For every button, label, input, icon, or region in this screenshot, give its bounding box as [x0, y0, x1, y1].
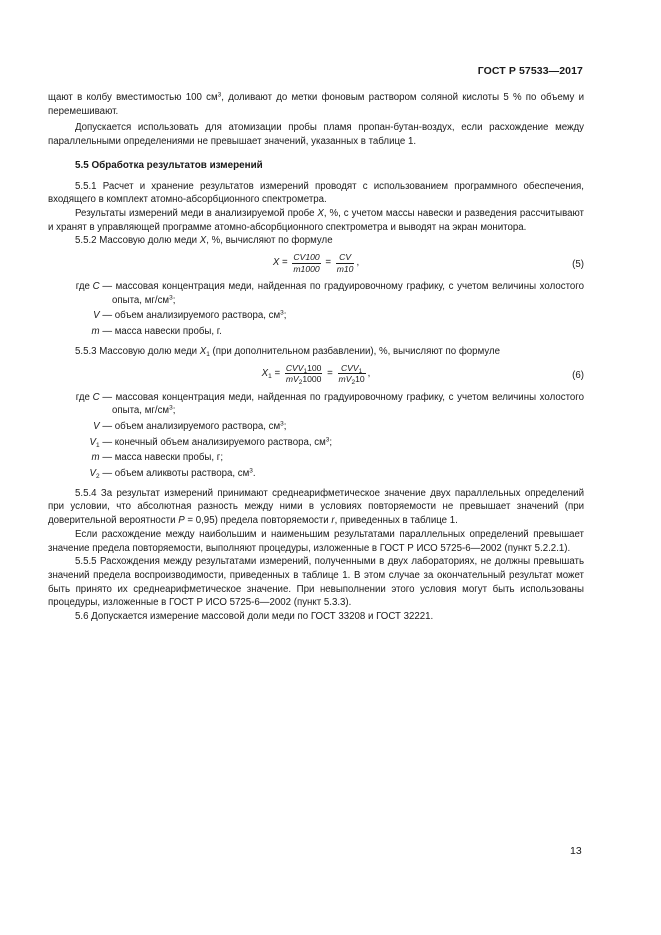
formula-6-number: (6) [572, 369, 584, 381]
legend-row: m — масса навески пробы, г. [91, 326, 222, 338]
paragraph-5-5-5: 5.5.5 Расхождения между результатами измерений, полученными в двух лабораториях, не должны превышать значений предела воспроизводимости, приведенных в таблице 1. В этом случае за окончательный результат может быть принято их среднеарифметическое значение. При невыполнении этого условия могут быть использованы процедуры, изложенные в ГОСТ Р ИСО 5725-6—2002 (пункт 5.3.3). [48, 556, 584, 609]
paragraph-discrepancy: Если расхождение между наибольшим и наименьшим результатами параллельных определений превышает значение предела повторяемости, выполняют процедуры, изложенные в ГОСТ Р ИСО 5725-6—2002 (пункт 5.2.2.1). [48, 528, 584, 554]
page-content [48, 91, 584, 624]
formula-5-fraction-2: $\frac{CV}{m10}$ [336, 252, 354, 274]
legend-row: где C — массовая концентрация меди, найденная по градуировочному графику, с учетом величины холостого опыта, $мг/см^3$; [75, 281, 584, 306]
legend-row: V — объем анализируемого раствора, $см^3$; [93, 420, 287, 432]
formula-6-fraction-2: $\frac{CVV_1}{mV_210}$ [338, 362, 365, 387]
paragraph-flame: Допускается использовать для атомизации пробы пламя пропан-бутан-воздух, если расхождение между параллельными определениями не превышает значений, указанных в таблице 1. [48, 122, 584, 148]
formula-6-fraction-1: $\frac{CVV_1100}{mV_21000}$ [285, 362, 322, 387]
standard-header: ГОСТ Р 57533—2017 [477, 65, 583, 77]
paragraph-5-5-3: 5.5.3 Массовую долю меди $X_1$ (при дополнительном разбавлении), %, вычисляют по формуле [75, 345, 501, 358]
paragraph-5-5-2: 5.5.2 Массовую долю меди X, %, вычисляют по формуле [75, 235, 333, 247]
legend-row: $V_1$ — конечный объем анализируемого раствора, $см^3$; [89, 436, 333, 449]
formula-5-fraction-1: $\frac{CV100}{m1000}$ [293, 252, 320, 274]
paragraph-5-6: 5.6 Допускается измерение массовой доли меди по ГОСТ 33208 и ГОСТ 32221. [75, 611, 434, 623]
formula-5-number: (5) [572, 259, 584, 271]
section-title: 5.5 Обработка результатов измерений [75, 159, 263, 171]
formula-5: X = $\frac{CV100}{m1000}$ = $\frac{CV}{m10}$ , (5) [272, 252, 584, 274]
legend-row: $V_2$ — объем аликвоты раствора, $см^3$. [89, 467, 256, 481]
legend-row: V — объем анализируемого раствора, $см^3$; [93, 309, 287, 322]
paragraph-5-5-4: 5.5.4 За результат измерений принимают среднеарифметическое значение двух параллельных определений при условии, что абсолютная разность между ними в условиях повторяемости не превышает значений (при доверительной вероятности P = 0,95) предела повторяемости r, приведенных в таблице 1. [48, 487, 584, 527]
paragraph-results: Результаты измерений меди в анализируемой пробе X, %, с учетом массы навески и разведения рассчитывают и хранят в управляющей программе атомно-абсорбционного спектрометра и выводят на экран монитора. [48, 207, 584, 233]
paragraph-continued: щают в колбу вместимостью 100 $см^3$, доливают до метки фоновым раствором соляной кислоты 5 % по объему и перемешивают. [48, 91, 584, 117]
legend-row: m — масса навески пробы, г; [91, 452, 224, 464]
formula-6-legend [48, 391, 584, 481]
paragraph-5-5-1: 5.5.1 Расчет и хранение результатов измерений проводят с использованием программного обеспечения, входящего в комплект атомно-абсорбционного спектрометра. [48, 180, 584, 206]
formula-5-legend [48, 280, 584, 339]
page-number: 13 [570, 845, 582, 857]
formula-6: $X_1$ = $\frac{CVV_1100}{mV_21000}$ = $\frac{CVV_1}{mV_210}$ , (6) [261, 362, 584, 387]
legend-row: где C — массовая концентрация меди, найденная по градуировочному графику, с учетом величины холостого опыта, $мг/см^3$; [75, 391, 584, 417]
